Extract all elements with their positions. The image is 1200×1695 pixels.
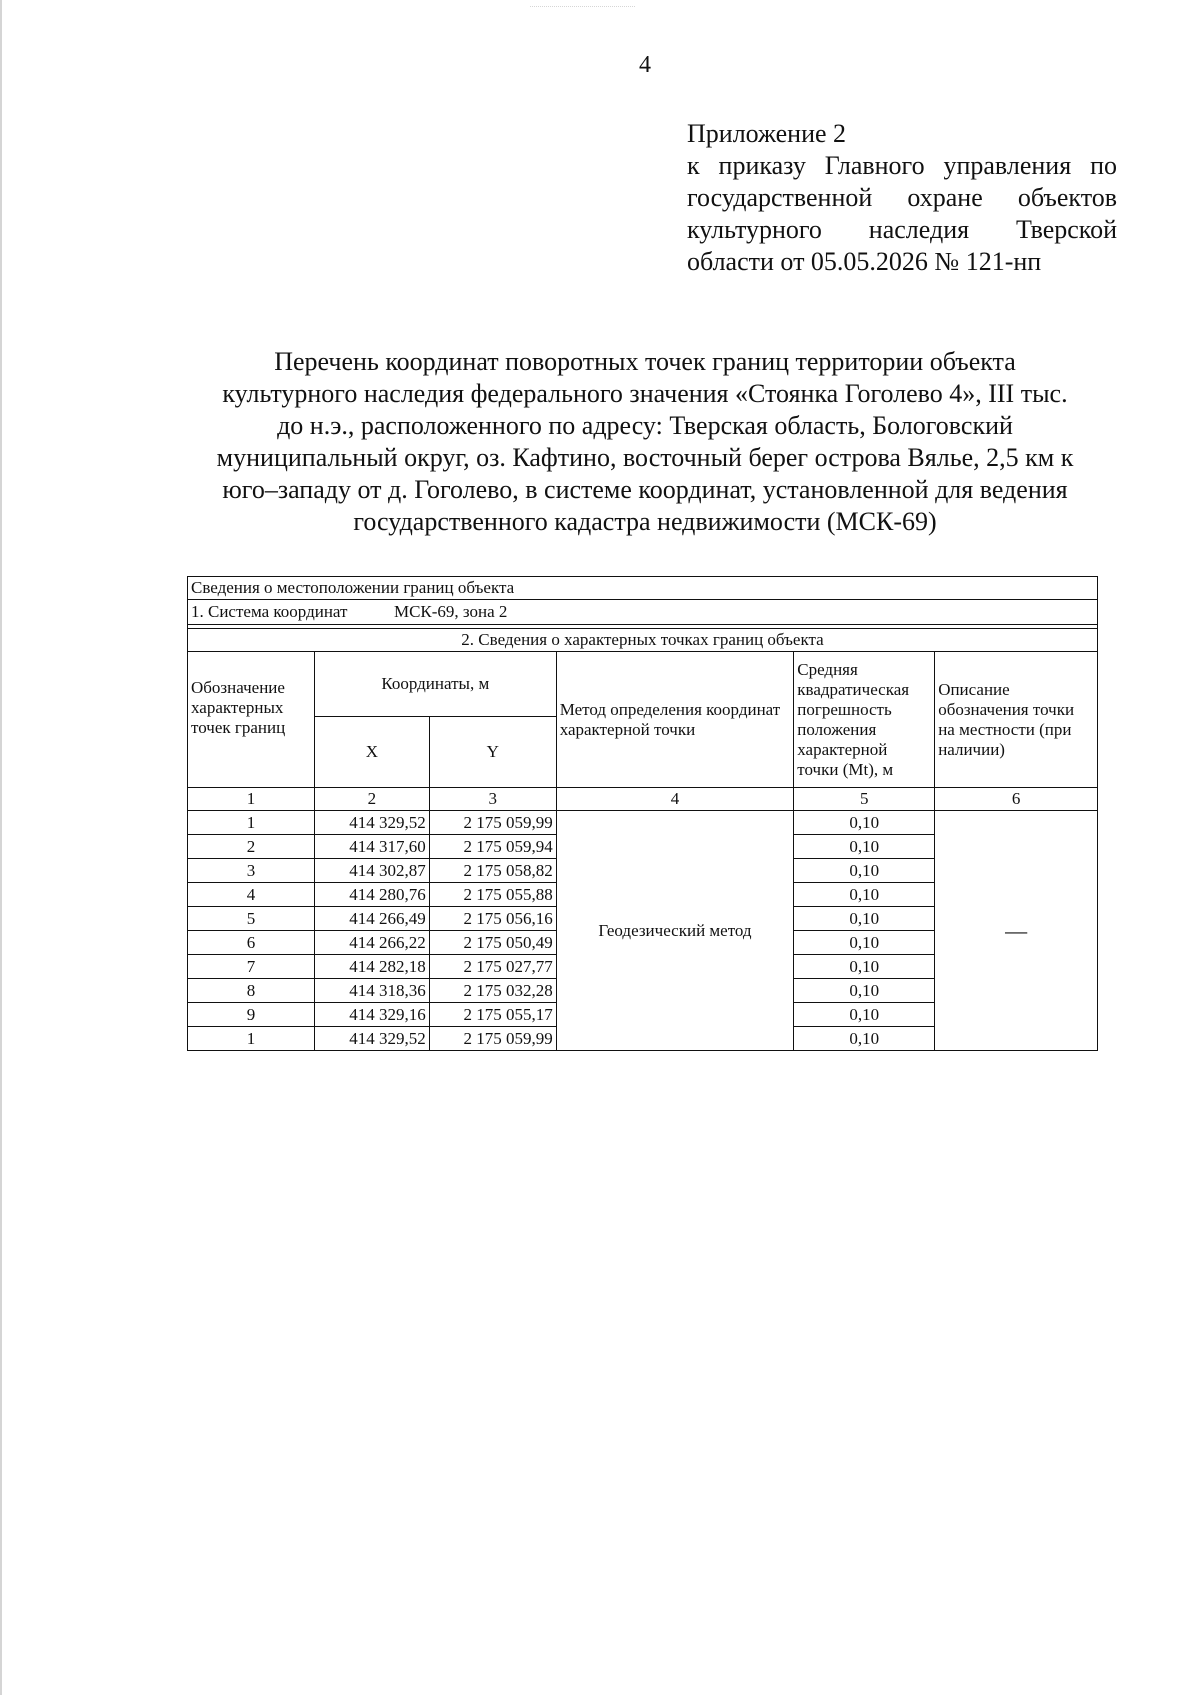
- coordinate-system-row: [188, 600, 1098, 625]
- y-coordinate-cell: 2 175 055,17: [429, 1003, 556, 1027]
- title-line: до н.э., расположенного по адресу: Тверская область, Бологовский: [277, 411, 1013, 440]
- x-coordinate-cell: 414 329,52: [314, 1027, 429, 1051]
- y-coordinate-cell: 2 175 050,49: [429, 931, 556, 955]
- point-number-cell: 6: [188, 931, 315, 955]
- accuracy-cell: 0,10: [794, 931, 935, 955]
- table-row: [188, 811, 1098, 835]
- document-title: [165, 346, 1125, 538]
- point-number-cell: 4: [188, 883, 315, 907]
- page-number: 4: [639, 52, 651, 78]
- column-number: 3: [429, 788, 556, 811]
- coordinates-table: [187, 576, 1098, 1051]
- title-line: государственного кадастра недвижимости (МСК-69): [353, 507, 937, 536]
- y-coordinate-cell: 2 175 055,88: [429, 883, 556, 907]
- description-cell: —: [935, 811, 1098, 1051]
- x-coordinate-cell: 414 280,76: [314, 883, 429, 907]
- accuracy-cell: 0,10: [794, 1003, 935, 1027]
- accuracy-cell: 0,10: [794, 955, 935, 979]
- point-number-cell: 3: [188, 859, 315, 883]
- annex-line: культурного наследия Тверской: [687, 215, 1117, 244]
- accuracy-cell: 0,10: [794, 859, 935, 883]
- x-coordinate-cell: 414 266,22: [314, 931, 429, 955]
- x-coordinate-cell: 414 329,52: [314, 811, 429, 835]
- method-cell: Геодезический метод: [556, 811, 794, 1051]
- point-number-cell: 1: [188, 1027, 315, 1051]
- column-header-description: Описание обозначения точки на местности (при наличии): [935, 652, 1098, 788]
- annex-block: [687, 118, 1117, 278]
- scan-margin-line: [0, 0, 2, 1695]
- point-number-cell: 7: [188, 955, 315, 979]
- column-header-method: Метод определения координат характерной точки: [556, 652, 794, 788]
- column-header-coordinates: Координаты, м: [314, 652, 556, 717]
- point-number-cell: 8: [188, 979, 315, 1003]
- point-number-cell: 2: [188, 835, 315, 859]
- column-number: 5: [794, 788, 935, 811]
- section-header: 2. Сведения о характерных точках границ объекта: [188, 629, 1098, 652]
- annex-line: государственной охране объектов: [687, 183, 1117, 212]
- accuracy-cell: 0,10: [794, 979, 935, 1003]
- y-coordinate-cell: 2 175 058,82: [429, 859, 556, 883]
- column-number: 1: [188, 788, 315, 811]
- point-number-cell: 9: [188, 1003, 315, 1027]
- point-number-cell: 1: [188, 811, 315, 835]
- x-coordinate-cell: 414 318,36: [314, 979, 429, 1003]
- x-coordinate-cell: 414 302,87: [314, 859, 429, 883]
- point-number-cell: 5: [188, 907, 315, 931]
- annex-line: к приказу Главного управления по: [687, 151, 1117, 180]
- title-line: юго–западу от д. Гоголево, в системе координат, установленной для ведения: [222, 475, 1068, 504]
- x-coordinate-cell: 414 329,16: [314, 1003, 429, 1027]
- y-coordinate-cell: 2 175 059,99: [429, 811, 556, 835]
- y-coordinate-cell: 2 175 027,77: [429, 955, 556, 979]
- column-number: 6: [935, 788, 1098, 811]
- column-header-y: Y: [429, 717, 556, 788]
- column-header-point: Обозначение характерных точек границ: [188, 652, 315, 788]
- annex-line: Приложение 2: [687, 119, 847, 148]
- accuracy-cell: 0,10: [794, 883, 935, 907]
- y-coordinate-cell: 2 175 059,94: [429, 835, 556, 859]
- column-number: 2: [314, 788, 429, 811]
- column-header-accuracy: Средняя квадратическая погрешность положения характерной точки (Mt), м: [794, 652, 935, 788]
- accuracy-cell: 0,10: [794, 835, 935, 859]
- annex-line: области от 05.05.2026 № 121-нп: [687, 247, 1042, 276]
- title-line: муниципальный округ, оз. Кафтино, восточный берег острова Вялье, 2,5 км к: [216, 443, 1074, 472]
- accuracy-cell: 0,10: [794, 1027, 935, 1051]
- scan-artifact: [530, 6, 635, 15]
- y-coordinate-cell: 2 175 032,28: [429, 979, 556, 1003]
- x-coordinate-cell: 414 282,18: [314, 955, 429, 979]
- title-line: культурного наследия федерального значения «Стоянка Гоголево 4», III тыс.: [222, 379, 1068, 408]
- x-coordinate-cell: 414 266,49: [314, 907, 429, 931]
- x-coordinate-cell: 414 317,60: [314, 835, 429, 859]
- y-coordinate-cell: 2 175 059,99: [429, 1027, 556, 1051]
- coordinate-system-label: 1. Система координат: [191, 602, 348, 621]
- accuracy-cell: 0,10: [794, 907, 935, 931]
- column-number: 4: [556, 788, 794, 811]
- coordinate-system-value: МСК-69, зона 2: [393, 602, 508, 621]
- y-coordinate-cell: 2 175 056,16: [429, 907, 556, 931]
- title-line: Перечень координат поворотных точек границ территории объекта: [274, 347, 1016, 376]
- column-header-x: X: [314, 717, 429, 788]
- location-header: Сведения о местоположении границ объекта: [188, 577, 1098, 600]
- accuracy-cell: 0,10: [794, 811, 935, 835]
